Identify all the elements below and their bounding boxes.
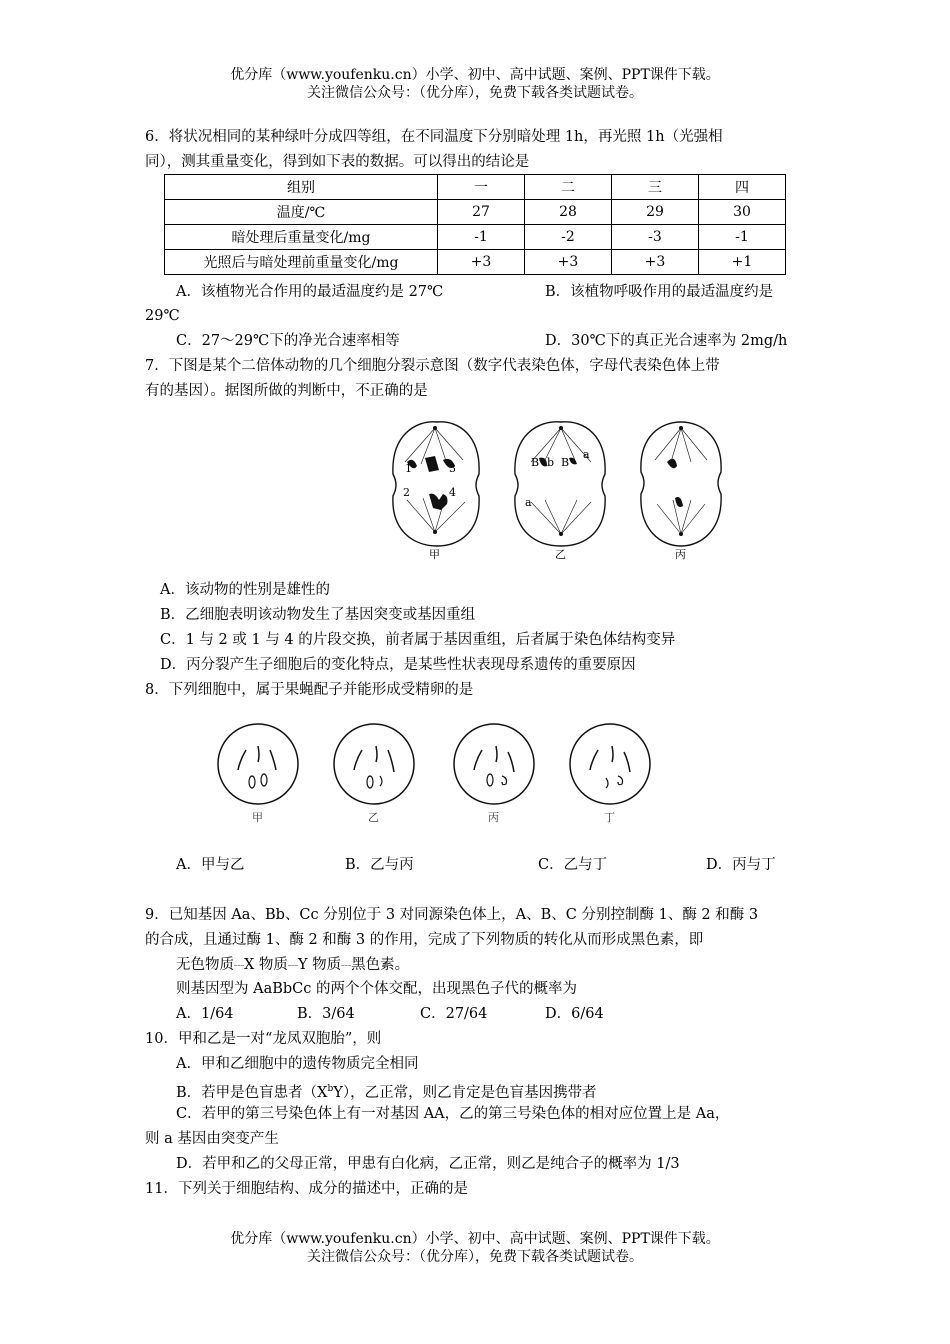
q10-option-d: D．若甲和乙的父母正常，甲患有白化病，乙正常，则乙是纯合子的概率为 1/3 [176,1156,680,1172]
header-line-2: 关注微信公众号：（优分库），免费下载各类试题试卷。 [307,85,643,101]
q7-cell-division-figure [385,414,730,560]
pathway-y: Y 物质 [297,957,342,973]
q8-option-d: D．丙与丁 [706,857,776,873]
footer-line-1: 优分库（www.youfenku.cn）小学、初中、高中试题、案例、PPT课件下载。 [230,1231,720,1247]
q7-option-c: C．1 与 2 或 1 与 4 的片段交换，前者属于基因重组，后者属于染色体结构变异 [160,632,676,648]
figure-label-jia: 甲 [252,811,263,824]
chromosome-number: 1 [405,462,412,475]
figure-label-jia: 甲 [429,548,440,560]
q6-option-b: B．该植物呼吸作用的最适温度约是 [545,284,774,300]
q6-option-b-continued: 29℃ [145,308,180,324]
gene-letter: B [561,456,570,469]
table-header-cell: 二 [525,175,612,200]
table-cell: -2 [525,225,612,250]
q9-option-d: D．6/64 [545,1006,604,1022]
q10-option-b-text-cont: Y），乙正常，则乙肯定是色盲基因携带者 [333,1084,597,1101]
q10-option-b-superscript: b [327,1084,334,1094]
q9-pathway [176,956,409,974]
q7-option-b: B．乙细胞表明该动物发生了基因突变或基因重组 [160,607,476,623]
cell-jia-circle [218,724,298,804]
q6-stem-line-2: 同），测其重量变化，得到如下表的数据。可以得出的结论是 [145,154,530,170]
table-cell: -1 [699,225,786,250]
table-header-cell: 三 [612,175,699,200]
q9-option-c: C．27/64 [420,1006,488,1022]
cell-jia-outline [393,422,479,546]
table-row [165,250,786,275]
gene-letter: a [525,496,532,509]
q7-stem-line-2: 有的基因）。据图所做的判断中，不正确的是 [145,383,428,399]
q7-option-a: A．该动物的性别是雄性的 [160,582,330,598]
figure-label-bing: 丙 [488,811,499,824]
pathway-melanin: 黑色素。 [351,957,410,973]
q6-data-table [164,174,786,275]
table-cell: 27 [438,200,525,225]
table-cell: 温度/℃ [165,200,438,225]
q10-option-c-line-1: C．若甲的第三号染色体上有一对基因 AA，乙的第三号染色体的相对应位置上是 Aa， [176,1106,730,1122]
figure-label-yi: 乙 [368,811,379,824]
figure-label-bing: 丙 [675,548,686,560]
q10-option-c-line-2: 则 a 基因由突变产生 [145,1131,279,1147]
pathway-colorless: 无色物质 [176,957,234,973]
q9-stem-line-1: 9．已知基因 Aa、Bb、Cc 分别位于 3 对同源染色体上，A、B、C 分别控制酶 1、酶 2 和酶 3 [145,907,759,923]
gene-letter: a [583,448,590,461]
q10-stem: 10．甲和乙是一对“龙凤双胞胎”，则 [145,1031,382,1047]
cell-yi-circle [334,724,414,804]
chromosome-number: 4 [449,486,456,499]
q6-option-a: A．该植物光合作用的最适温度约是 27℃ [176,284,444,300]
q9-stem-line-2: 的合成，且通过酶 1、酶 2 和酶 3 的作用，完成了下列物质的转化从而形成黑色素，即 [145,932,704,948]
q8-gamete-figure [212,716,684,828]
pathway-arrow-icon [234,965,244,966]
table-cell: -3 [612,225,699,250]
gene-letter: b [547,456,555,469]
chromosome-number: 3 [449,462,456,475]
table-cell: +3 [612,250,699,275]
figure-label-yi: 乙 [555,548,566,560]
table-cell: 28 [525,200,612,225]
q7-option-d: D．丙分裂产生子细胞后的变化特点，是某些性状表现母系遗传的重要原因 [160,657,636,673]
chromosome-number: 2 [403,486,410,499]
q6-option-c: C．27～29℃下的净光合速率相等 [176,333,400,349]
table-header-cell: 四 [699,175,786,200]
table-cell: -1 [438,225,525,250]
table-cell: 30 [699,200,786,225]
q8-stem: 8．下列细胞中，属于果蝇配子并能形成受精卵的是 [145,682,474,698]
cell-bing-outline [641,422,721,546]
q9-option-a: A．1/64 [176,1006,234,1022]
table-row [165,225,786,250]
q10-option-b-text: B．若甲是色盲患者（X [176,1084,328,1101]
q8-option-a: A．甲与乙 [176,857,245,873]
header-line-1: 优分库（www.youfenku.cn）小学、初中、高中试题、案例、PPT课件下载。 [230,67,720,83]
q7-stem-line-1: 7．下图是某个二倍体动物的几个细胞分裂示意图（数字代表染色体，字母代表染色体上带 [145,358,720,374]
pathway-arrow-icon [288,965,298,966]
table-header-cell: 组别 [165,175,438,200]
cell-bing-circle [454,724,534,804]
table-cell: 29 [612,200,699,225]
q8-option-c: C．乙与丁 [538,857,608,873]
cell-yi-outline [515,422,605,546]
table-cell: 光照后与暗处理前重量变化/mg [165,250,438,275]
q9-stem-line-4: 则基因型为 AaBbCc 的两个个体交配，出现黑色子代的概率为 [176,981,577,997]
table-cell: +1 [699,250,786,275]
q9-option-b: B．3/64 [297,1006,355,1022]
q6-option-d: D．30℃下的真正光合速率为 2mg/h [545,333,788,349]
q10-option-a: A．甲和乙细胞中的遗传物质完全相同 [176,1056,419,1072]
q6-stem-line-1: 6．将状况相同的某种绿叶分成四等组，在不同温度下分别暗处理 1h，再光照 1h（光强相 [145,129,723,145]
gene-letter: B [531,456,540,469]
table-row [165,200,786,225]
footer-line-2: 关注微信公众号：（优分库），免费下载各类试题试卷。 [307,1249,643,1265]
table-header-cell: 一 [438,175,525,200]
q10-option-b [176,1080,597,1102]
table-header-row [165,175,786,200]
cell-ding-circle [570,724,650,804]
table-cell: +3 [438,250,525,275]
figure-label-ding: 丁 [604,811,615,824]
pathway-arrow-icon [341,965,351,966]
pathway-x: X 物质 [244,957,288,973]
q11-stem: 11．下列关于细胞结构、成分的描述中，正确的是 [145,1181,468,1197]
table-cell: 暗处理后重量变化/mg [165,225,438,250]
q8-option-b: B．乙与丙 [345,857,414,873]
table-cell: +3 [525,250,612,275]
